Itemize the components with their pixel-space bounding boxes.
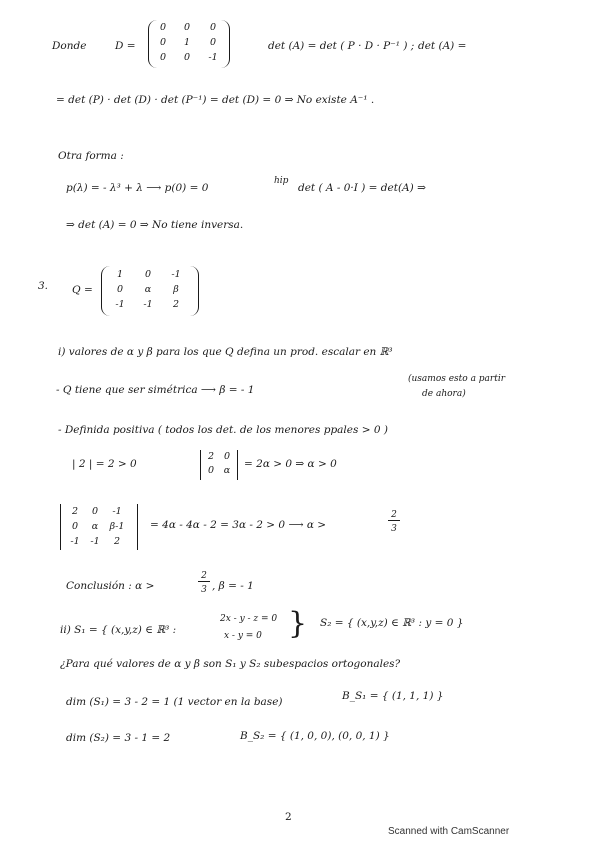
fraction-numerator: 2 (388, 510, 400, 521)
no-inverse-line: ⇒ det (A) = 0 ⇒ No tiene inversa. (66, 219, 244, 231)
minor-3-cell: 2 (113, 536, 121, 547)
part-ii-s1-definition: ii) S₁ = { (x,y,z) ∈ ℝ³ : (60, 624, 177, 636)
minor-3-cell: α (91, 521, 99, 532)
fraction-denominator: 3 (391, 524, 397, 534)
matrix-d-cell: 0 (159, 22, 167, 33)
matrix-q-cell: -1 (115, 299, 125, 310)
d-equals: D = (115, 40, 136, 52)
minor-3-cell: -1 (112, 506, 122, 517)
matrix-q (101, 266, 199, 316)
matrix-d-cell: 0 (183, 22, 191, 33)
minor-3-cell: 0 (71, 521, 79, 532)
symmetric-note-2: de ahora) (422, 389, 466, 399)
matrix-q-cell: 0 (116, 284, 124, 295)
minor-2-cell: 0 (223, 451, 231, 462)
orthogonal-question: ¿Para qué valores de α y β son S₁ y S₂ subespacios ortogonales? (60, 658, 401, 670)
minor-3-cell: 2 (71, 506, 79, 517)
matrix-q-cell: -1 (171, 269, 181, 280)
minor-3-cell: -1 (70, 536, 80, 547)
matrix-d-cell: 0 (159, 37, 167, 48)
dim-s1-line: dim (S₁) = 3 - 2 = 1 (1 vector en la base) (66, 696, 283, 708)
matrix-d-cell: 0 (209, 37, 217, 48)
matrix-d (148, 20, 230, 68)
matrix-q-cell: 0 (144, 269, 152, 280)
page-number: 2 (285, 811, 292, 823)
matrix-q-cell: 1 (116, 269, 124, 280)
matrix-q-cell: α (144, 284, 152, 295)
minor-2-cell: α (223, 465, 231, 476)
minor-2-result: = 2α > 0 ⇒ α > 0 (244, 458, 337, 470)
minor-2-cell: 2 (207, 451, 215, 462)
minor-3-cell: 0 (91, 506, 99, 517)
det-expansion-line: = det (P) · det (D) · det (P⁻¹) = det (D) = 0 ⇒ No existe A⁻¹ . (56, 94, 375, 106)
conclusion-alpha: Conclusión : α > (66, 580, 155, 592)
char-poly-line: p(λ) = - λ³ + λ ⟶ p(0) = 0 (66, 182, 209, 194)
q-equals: Q = (72, 284, 93, 296)
det-identity-line: det ( A - 0·I ) = det(A) ⇒ (298, 182, 426, 194)
matrix-q-cell: -1 (143, 299, 153, 310)
matrix-d-cell: 0 (183, 52, 191, 63)
s1-equation-1: 2x - y - z = 0 (220, 614, 278, 624)
matrix-d-cell: 0 (209, 22, 217, 33)
s1-equation-2: x - y = 0 (224, 631, 262, 641)
scanner-watermark: Scanned with CamScanner (388, 826, 510, 837)
minor-1: | 2 | = 2 > 0 (72, 458, 137, 470)
matrix-d-cell: 0 (159, 52, 167, 63)
minor-3-determinant (60, 504, 138, 550)
part-i-statement: i) valores de α y β para los que Q defina un prod. escalar en ℝ³ (58, 346, 393, 358)
minor-2-determinant (200, 450, 238, 480)
minor-3-cell: -1 (90, 536, 100, 547)
dim-s2-line: dim (S₂) = 3 - 1 = 2 (66, 732, 171, 744)
s1-closing-brace: } (288, 606, 308, 641)
matrix-d-cell: -1 (208, 52, 218, 63)
matrix-q-cell: β (173, 284, 179, 295)
hip-note: hip (274, 176, 289, 186)
s2-definition: S₂ = { (x,y,z) ∈ ℝ³ : y = 0 } (320, 617, 464, 629)
conclusion-fraction-numerator: 2 (198, 571, 210, 582)
minor-2-cell: 0 (207, 465, 215, 476)
basis-s1: B_S₁ = { (1, 1, 1) } (342, 690, 444, 702)
symmetric-note-1: (usamos esto a partir (408, 374, 506, 384)
symmetric-condition: - Q tiene que ser simétrica ⟶ β = - 1 (56, 384, 255, 396)
matrix-d-cell: 1 (183, 37, 191, 48)
minor-3-result: = 4α - 4α - 2 = 3α - 2 > 0 ⟶ α > (150, 519, 327, 531)
question-number: 3. (38, 280, 49, 292)
conclusion-fraction-denominator: 3 (201, 585, 207, 595)
otra-forma-heading: Otra forma : (58, 150, 124, 162)
conclusion-beta: , β = - 1 (212, 580, 254, 592)
matrix-q-cell: 2 (172, 299, 180, 310)
minor-3-cell: β-1 (109, 521, 125, 532)
det-a-equation-2: det (A) = (418, 40, 467, 52)
basis-s2: B_S₂ = { (1, 0, 0), (0, 0, 1) } (240, 730, 390, 742)
det-a-equation: det (A) = det ( P · D · P⁻¹ ) ; (268, 40, 415, 52)
positive-definite-condition: - Definida positiva ( todos los det. de los menores ppales > 0 ) (58, 424, 388, 436)
donde-label: Donde (52, 40, 87, 52)
